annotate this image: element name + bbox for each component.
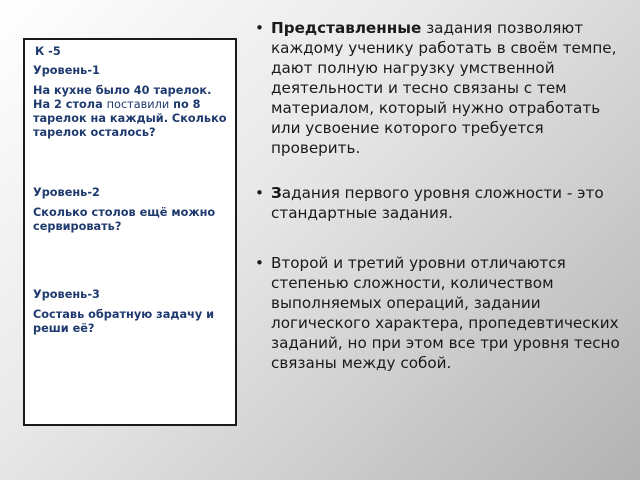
level-2-heading: Уровень-2 xyxy=(33,186,100,199)
description-item-2 xyxy=(252,183,622,223)
item-3-text: Второй и третий уровни отличаются степенью сложности, количеством выполняемых операций, задании логического характера, пропедевтических заданий, но при этом все три уровня тесно связаны между собой. xyxy=(271,254,620,372)
level-3-heading: Уровень-3 xyxy=(33,288,100,301)
level-1-problem-plain: поставили xyxy=(106,98,170,111)
card-title: К -5 xyxy=(35,45,61,58)
level-1-heading: Уровень-1 xyxy=(33,64,100,77)
spacer xyxy=(252,223,622,253)
item-2-text: адания первого уровня сложности - это стандартные задания. xyxy=(271,184,604,222)
item-2-bold: З xyxy=(271,184,282,202)
task-card xyxy=(23,38,237,426)
description-item-1 xyxy=(252,18,622,158)
level-1-problem-part2: по 8 тарелок на каждый. Сколько тарелок осталось? xyxy=(33,98,227,139)
item-1-bold: Представленные xyxy=(271,19,422,37)
spacer xyxy=(33,234,229,288)
level-2-problem: Сколько столов ещё можно сервировать? xyxy=(33,206,216,233)
item-1-text: задания позволяют каждому ученику работать в своём темпе, дают полную нагрузку умственной деятельности и тесно связаны с тем материалом, который нужно отработать или усвоение которого требуется проверить. xyxy=(271,19,617,157)
description-item-3 xyxy=(252,253,622,373)
task-card-content xyxy=(25,40,235,336)
level-3-problem: Составь обратную задачу и реши её? xyxy=(33,308,215,335)
spacer xyxy=(252,158,622,183)
bullet-icon: • xyxy=(255,254,264,272)
level-1-problem xyxy=(33,84,229,140)
level-1-problem-part1: На кухне было 40 тарелок. На 2 стола xyxy=(33,84,212,111)
bullet-icon: • xyxy=(255,19,264,37)
spacer xyxy=(33,140,229,186)
bullet-icon: • xyxy=(255,184,264,202)
description-list xyxy=(252,18,622,373)
